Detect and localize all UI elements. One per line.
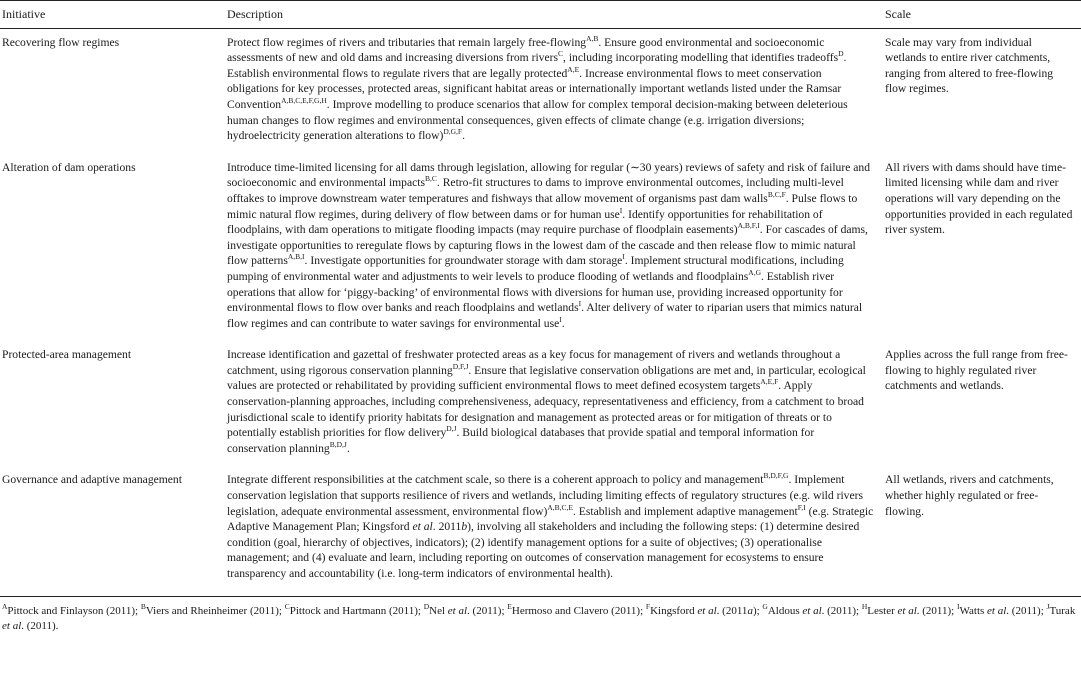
citation-superscript: E (507, 601, 512, 611)
citation-superscript: I (559, 314, 562, 324)
citation-superscript: A,B,C,E (547, 502, 573, 512)
citation-superscript: C (284, 601, 290, 611)
footnotes: $^A$Pittock and Finlayson (2011); $^B$Viers and Rheinheimer (2011); $^C$Pittock and Hartmann (2011); $^D$Nel et al. (2011); $^E$Hermoso and Clavero (2011); $^F$Kingsford et al. (2011a); $^G$Aldous et al. (2011); $^H$Lester et al. (2011); $^I$Watts et al. (2011); $^J$Turak et al. (2011). (0, 596, 1081, 634)
table-row (0, 466, 1081, 591)
citation-superscript: I (619, 205, 623, 215)
header-description: Description (225, 1, 881, 29)
description-cell: Increase identification and gazettal of freshwater protected areas as a key focus for management of rivers and wetlands throughout a catchment, using rigorous conservation planning$^{D,F,J}$. Ensure that legislative conservation obligations are met and, in particular, ecological values are protected or rehabilitated by providing sufficient environmental flows to meet defined ecosystem targets$^{A,E,F}$. Apply conservation-planning approaches, including comprehensiveness, adequacy, representativeness and efficiency, from a catchment to broad jurisdictional scale to identify priority habitats for designation and management as protected areas or for mitigation of threats or to potentially establish priorities for flow delivery$^{D,J}$. Build biological databases that provide spatial and temporal information for conservation planning$^{B,D,J}$. (227, 348, 866, 455)
citation-superscript: D (423, 601, 430, 611)
citation-superscript: J (1046, 601, 1050, 611)
italic-text: et al (697, 604, 717, 617)
description-cell: Introduce time-limited licensing for all dams through legislation, allowing for regular (∼30 years) reviews of safety and risk of failure and socioeconomic and environmental impacts$^{B,C}$. Retro-fit structures to dams to improve environmental outcomes, including multi-level offtakes to improve downstream water temperatures and fishways that allow movement of organisms past dam walls$^{B,C,F}$. Pulse flows to mimic natural flow regimes, during delivery of flow between dams or for human use$^I$. Identify opportunities for rehabilitation of floodplains, with dam operations to mitigate flooding impacts (may require purchase of floodplain easements)$^{A,B,F,I}$. For cascades of dams, investigate opportunities to reregulate flows by capturing flows in the lowest dam of the cascade and then release flow to mimic natural flow patterns$^{A,B,I}$. Investigate opportunities for groundwater storage with dam storage$^I$. Implement structural modifications, including pumping of environmental water and adjustments to weir levels to produce flooding of wetlands and floodplains$^{A,G}$. Establish river operations that allow for ‘piggy-backing’ of environmental flows with diversions for human use, providing increased opportunity for environmental flows to flow over banks and reach floodplains and wetlands$^I$. Alter delivery of water to riparian users that mimics natural flow regimes and can contribute to water savings for environmental use$^I$. (227, 160, 870, 330)
citation-superscript: A (2, 601, 8, 611)
citation-superscript: D,G,F (443, 127, 463, 137)
citation-superscript: B,C,F (767, 189, 786, 199)
citation-superscript: A,B,F,I (737, 221, 760, 231)
italic-text: et al (802, 604, 822, 617)
initiative-cell: Protected-area management (2, 348, 132, 362)
table-row (0, 28, 1081, 154)
description-cell: Integrate different responsibilities at the catchment scale, so there is a coherent approach to policy and management$^{B,D,F,G}$. Implement conservation legislation that supports resilience of rivers and wetlands, including limiting effects of regulatory structures (e.g. wild rivers legislation, adequate environmental assessment, environmental flow)$^{A,B,C,E}$. Establish and implement adaptive management$^{F,I}$ (e.g. Strategic Adaptive Management Plan; Kingsford et al. 2011b), involving all stakeholders and including the following steps: (1) determine desired condition (goal, hierarchy of objectives, indicators); (2) identify management options for a suite of objectives; (3) operationalise management; and (4) evaluate and learn, including reporting on outcomes of conservation management for ecosystems to ensure transparency and accountability (i.e. long-term indicators of environmental health). (227, 471, 874, 580)
citation-superscript: B,C (425, 174, 437, 184)
citation-superscript: A,G (748, 267, 761, 277)
italic-text: et al (447, 604, 468, 617)
scale-cell: All wetlands, rivers and catchments, whether highly regulated or free-flowing. (885, 473, 1054, 518)
citation-superscript: I (578, 299, 582, 309)
citation-superscript: H (861, 601, 868, 611)
scale-cell: Scale may vary from individual wetlands to entire river catchments, ranging from altered to free-flowing flow regimes. (885, 35, 1054, 96)
citation-superscript: I (957, 601, 960, 611)
citation-superscript: B (140, 601, 146, 611)
citation-superscript: G (762, 601, 768, 611)
citation-superscript: A,E,F (760, 377, 779, 387)
scale-cell: Applies across the full range from free-flowing to highly regulated river catchments and wetlands. (885, 348, 1068, 393)
description-cell: Protect flow regimes of rivers and tributaries that remain largely free-flowing$^{A,B}$. Ensure good environmental and socioeconomic assessments of new and old dams and increasing diversions from rivers$^C$, including incorporating modelling that identifies tradeoffs$^D$. Establish environmental flows to regulate rivers that are legally protected$^{A,E}$. Increase environmental flows to meet conservation obligations for key processes, protected areas, significant habitat areas or internationally important wetlands listed under the Ramsar Convention$^{A,B,C,E,F,G,H}$. Improve modelling to produce scenarios that allow for complex temporal decision-making between deleterious human changes to flow regimes and environmental consequences, given effects of climate change (e.g. irrigation diversions; hydroelectricity generation alterations to flow)$^{D,G,F}$. (227, 33, 848, 143)
italic-text: b (461, 520, 468, 534)
citation-superscript: C (558, 49, 564, 59)
table-header-row (0, 1, 1081, 29)
initiative-cell: Alteration of dam operations (2, 160, 136, 174)
table-row (0, 154, 1081, 342)
citation-superscript: I (622, 252, 625, 262)
italic-text: et al (412, 520, 433, 534)
citation-superscript: B,D,J (329, 439, 347, 449)
citation-superscript: D (838, 49, 844, 59)
citation-superscript: A,E (567, 64, 580, 74)
header-initiative: Initiative (0, 1, 225, 29)
initiative-cell: Governance and adaptive management (2, 473, 182, 487)
citation-superscript: A,B,I (287, 252, 305, 262)
citation-superscript: D,J (446, 424, 457, 434)
header-scale: Scale (881, 1, 1081, 29)
citation-superscript: B,D,F,G (763, 471, 789, 481)
italic-text: et al (897, 604, 917, 617)
citation-superscript: A,B,C,E,F,G,H (281, 95, 327, 105)
initiative-cell: Recovering flow regimes (2, 35, 120, 49)
italic-text: a (747, 604, 753, 617)
italic-text: et al (2, 619, 22, 632)
italic-text: et al (987, 604, 1007, 617)
citation-superscript: A,B (586, 33, 599, 43)
scale-cell: All rivers with dams should have time-limited licensing while dam and river operations will vary depending on the opportunities provided in each regulated river system. (885, 160, 1073, 237)
table-row (0, 341, 1081, 466)
citation-superscript: F,I (797, 502, 806, 512)
citation-superscript: D,F,J (452, 361, 469, 371)
citation-superscript: F (645, 601, 651, 611)
